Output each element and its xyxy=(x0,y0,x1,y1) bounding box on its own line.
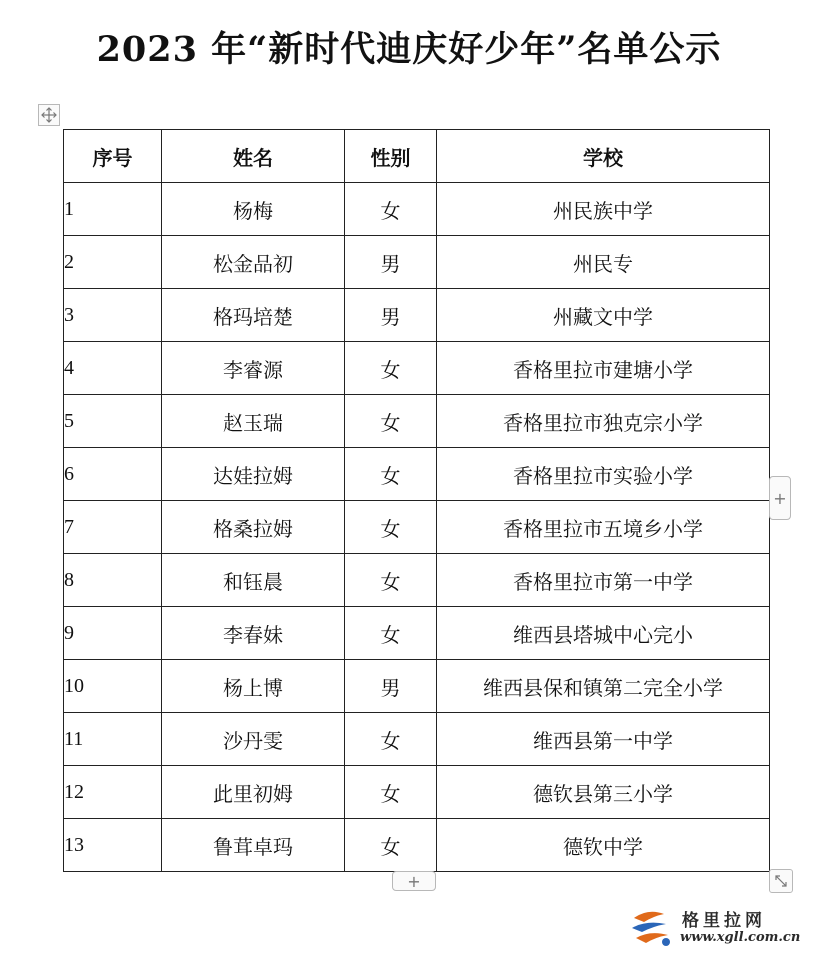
watermark-site-url: www.xgll.com.cn xyxy=(680,930,801,945)
cell-number: 10 xyxy=(64,660,162,713)
cell-name: 沙丹雯 xyxy=(162,713,345,766)
table-row xyxy=(64,236,770,289)
cell-gender: 男 xyxy=(345,236,437,289)
table-row xyxy=(64,766,770,819)
table-row xyxy=(64,289,770,342)
cell-gender: 女 xyxy=(345,766,437,819)
table-row xyxy=(64,660,770,713)
watermark-site-name: 格里拉网 xyxy=(682,911,766,931)
cell-gender: 女 xyxy=(345,554,437,607)
site-watermark xyxy=(628,904,808,956)
cell-gender: 女 xyxy=(345,713,437,766)
page-title: 2023 年“新时代迪庆好少年”名单公示 xyxy=(96,29,722,70)
header-school: 学校 xyxy=(437,130,770,183)
cell-name: 杨梅 xyxy=(162,183,345,236)
table-header-row xyxy=(64,130,770,183)
header-gender: 性别 xyxy=(345,130,437,183)
cell-name: 杨上博 xyxy=(162,660,345,713)
cell-name: 达娃拉姆 xyxy=(162,448,345,501)
cell-school: 香格里拉市第一中学 xyxy=(437,554,770,607)
add-row-button[interactable] xyxy=(392,871,436,891)
cell-name: 格桑拉姆 xyxy=(162,501,345,554)
cell-name: 此里初姆 xyxy=(162,766,345,819)
cell-name: 鲁茸卓玛 xyxy=(162,819,345,872)
cell-gender: 女 xyxy=(345,501,437,554)
cell-number: 4 xyxy=(64,342,162,395)
cell-school: 州民专 xyxy=(437,236,770,289)
cell-name: 赵玉瑞 xyxy=(162,395,345,448)
cell-number: 11 xyxy=(64,713,162,766)
cell-school: 香格里拉市建塘小学 xyxy=(437,342,770,395)
name-list-table xyxy=(63,129,770,872)
cell-name: 和钰晨 xyxy=(162,554,345,607)
cell-school: 香格里拉市实验小学 xyxy=(437,448,770,501)
cell-number: 2 xyxy=(64,236,162,289)
table-row xyxy=(64,448,770,501)
cell-school: 维西县保和镇第二完全小学 xyxy=(437,660,770,713)
cell-name: 李睿源 xyxy=(162,342,345,395)
table-row xyxy=(64,501,770,554)
cell-number: 3 xyxy=(64,289,162,342)
cell-school: 德钦县第三小学 xyxy=(437,766,770,819)
xgll-logo-icon xyxy=(628,904,674,950)
table-row xyxy=(64,395,770,448)
cell-gender: 女 xyxy=(345,448,437,501)
cell-school: 州藏文中学 xyxy=(437,289,770,342)
cell-gender: 女 xyxy=(345,819,437,872)
move-arrows-icon xyxy=(41,107,57,123)
table-row xyxy=(64,183,770,236)
resize-diagonal-icon xyxy=(773,873,789,889)
plus-icon: + xyxy=(773,488,787,508)
cell-number: 1 xyxy=(64,183,162,236)
table-row xyxy=(64,554,770,607)
cell-number: 7 xyxy=(64,501,162,554)
cell-name: 格玛培楚 xyxy=(162,289,345,342)
table-row xyxy=(64,607,770,660)
header-number: 序号 xyxy=(64,130,162,183)
cell-school: 德钦中学 xyxy=(437,819,770,872)
cell-name: 李春妹 xyxy=(162,607,345,660)
cell-school: 维西县塔城中心完小 xyxy=(437,607,770,660)
cell-number: 9 xyxy=(64,607,162,660)
cell-name: 松金品初 xyxy=(162,236,345,289)
cell-school: 州民族中学 xyxy=(437,183,770,236)
table-resize-handle[interactable] xyxy=(769,869,793,893)
cell-gender: 女 xyxy=(345,395,437,448)
table-row xyxy=(64,819,770,872)
cell-gender: 男 xyxy=(345,289,437,342)
cell-number: 5 xyxy=(64,395,162,448)
cell-gender: 女 xyxy=(345,342,437,395)
table-row xyxy=(64,342,770,395)
table-row xyxy=(64,713,770,766)
cell-number: 6 xyxy=(64,448,162,501)
plus-icon: + xyxy=(407,871,421,891)
table-move-handle[interactable] xyxy=(38,104,60,126)
cell-number: 8 xyxy=(64,554,162,607)
cell-school: 香格里拉市独克宗小学 xyxy=(437,395,770,448)
cell-gender: 男 xyxy=(345,660,437,713)
cell-gender: 女 xyxy=(345,607,437,660)
cell-school: 维西县第一中学 xyxy=(437,713,770,766)
add-column-button[interactable] xyxy=(769,476,791,520)
header-name: 姓名 xyxy=(162,130,345,183)
cell-gender: 女 xyxy=(345,183,437,236)
cell-school: 香格里拉市五境乡小学 xyxy=(437,501,770,554)
cell-number: 13 xyxy=(64,819,162,872)
cell-number: 12 xyxy=(64,766,162,819)
